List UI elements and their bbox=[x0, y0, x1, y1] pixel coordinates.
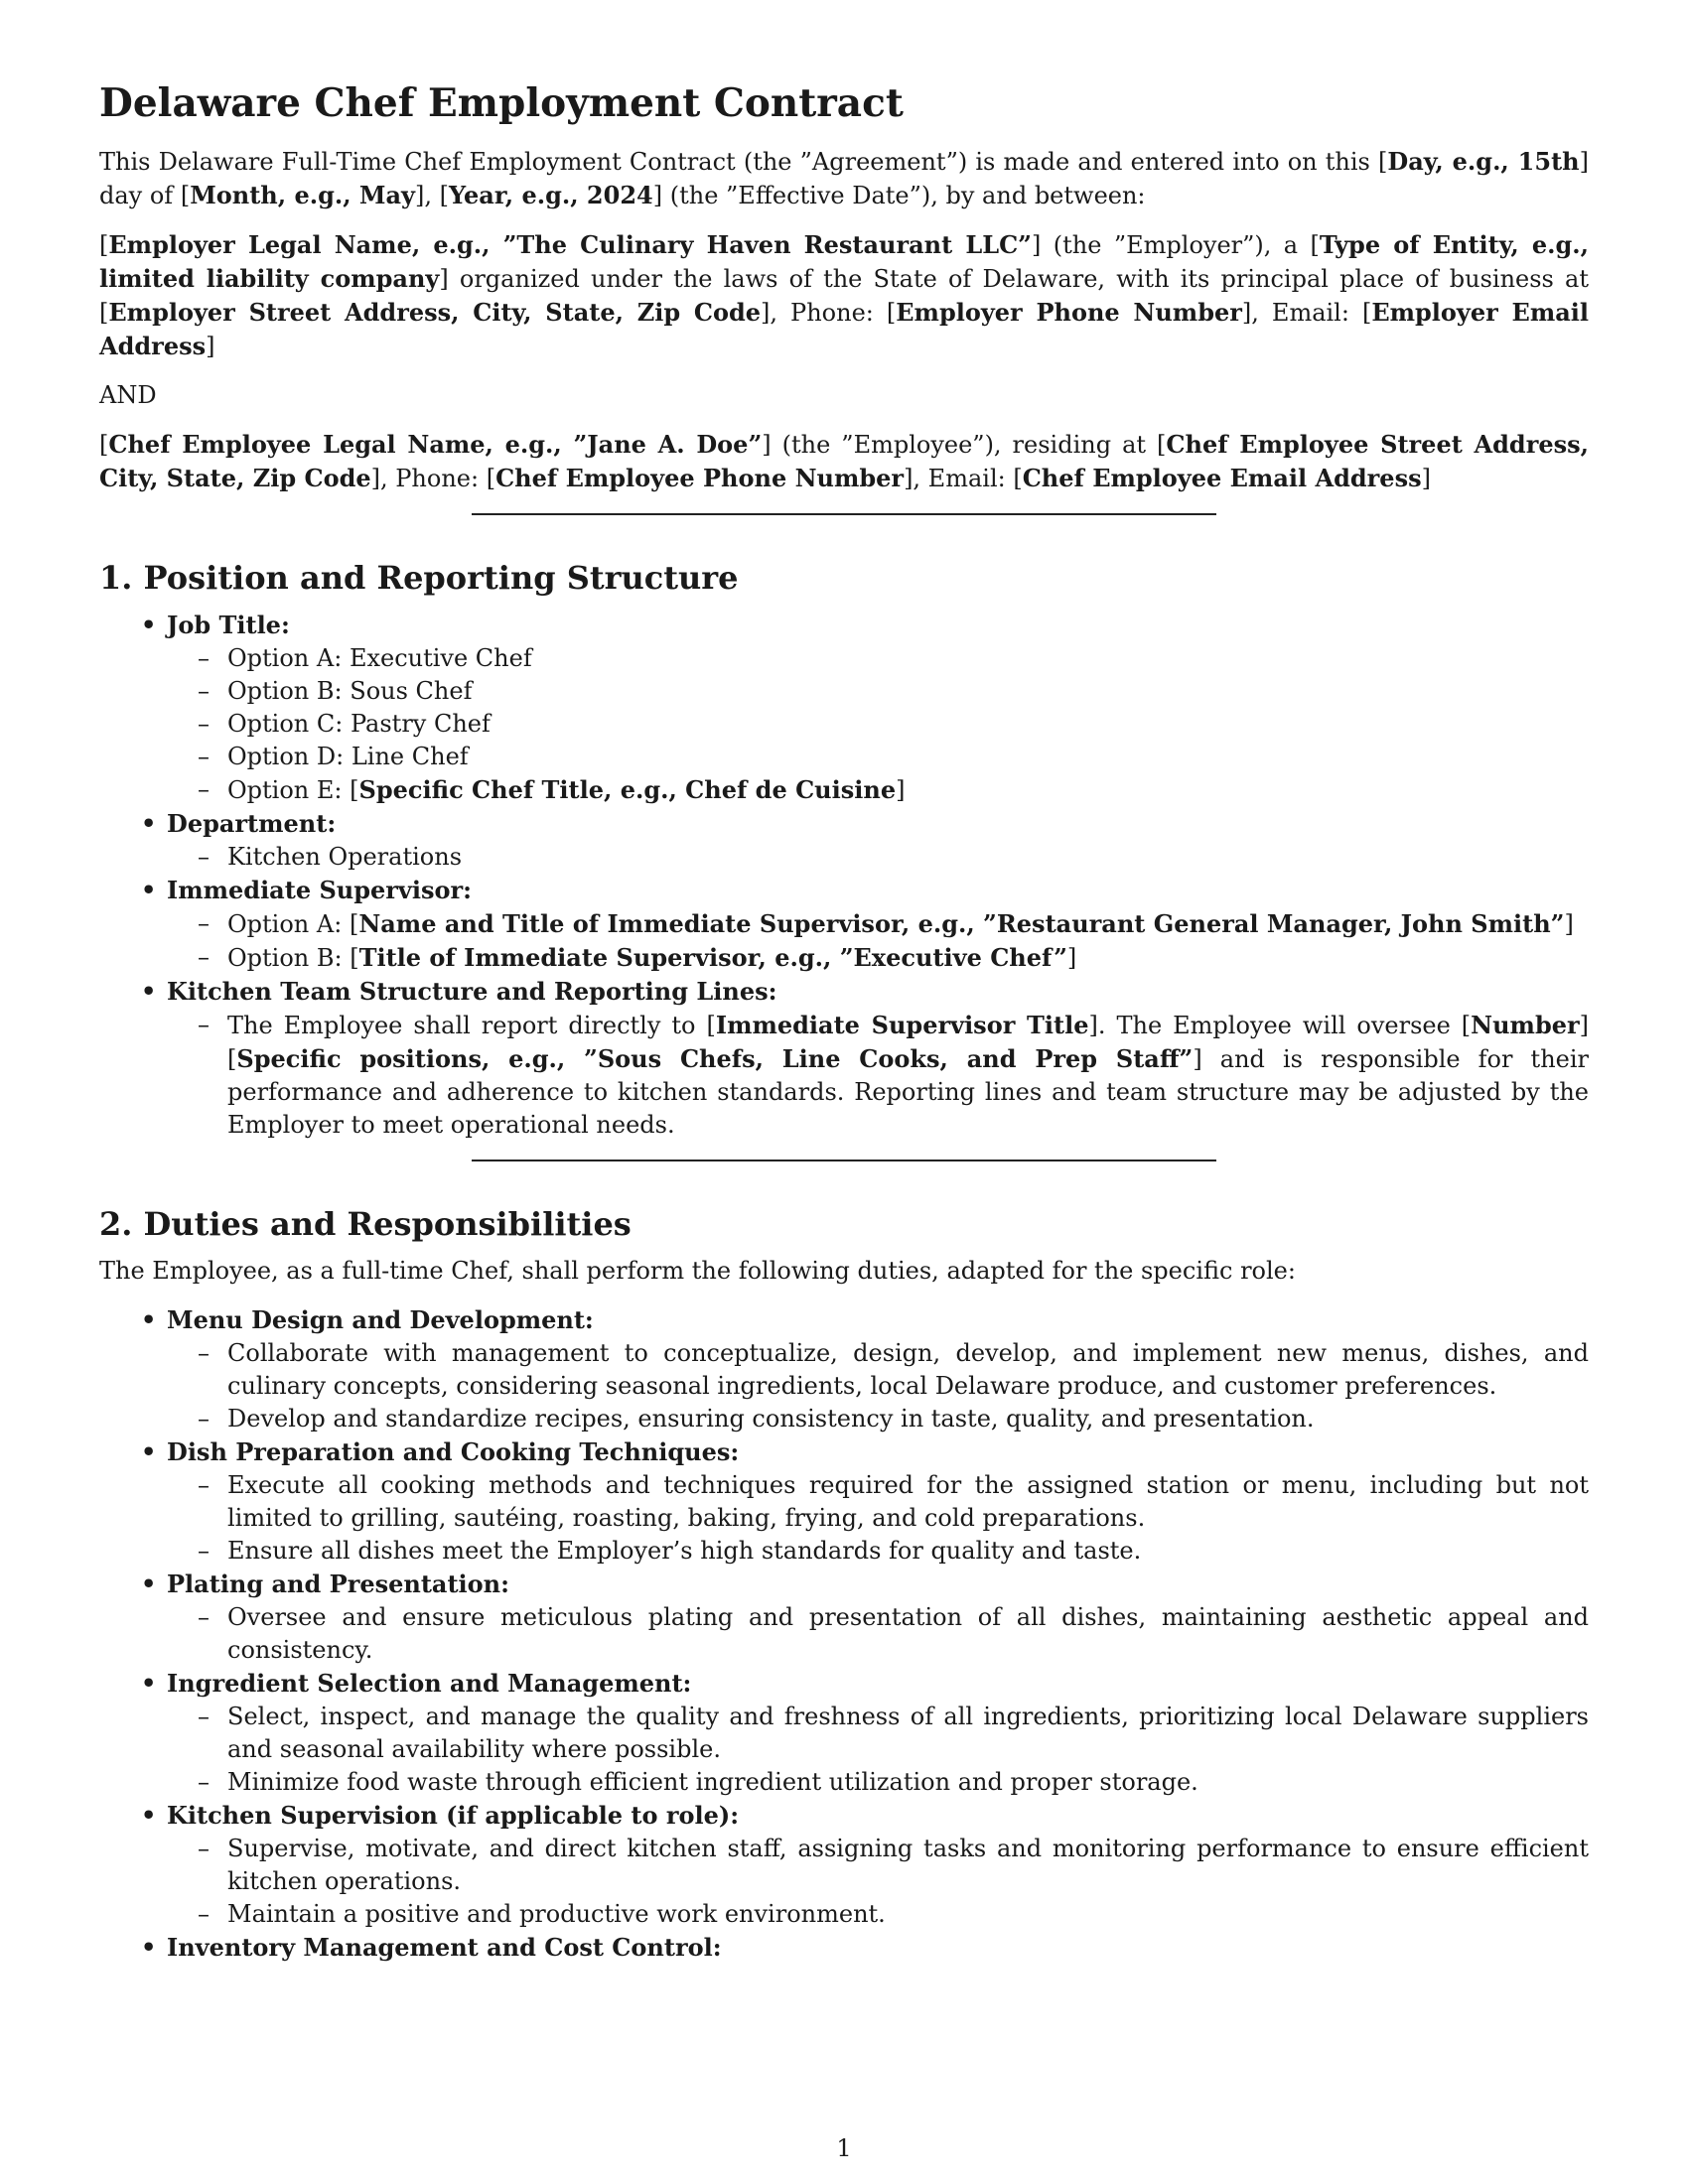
list-item: – Option D: Line Chef bbox=[227, 741, 1589, 773]
list-item: – Option A: Executive Chef bbox=[227, 642, 1589, 675]
list-item: – Option A: [Name and Title of Immediate Supervisor, e.g., ”Restaurant General Manager, John Smith”] bbox=[227, 907, 1589, 941]
list-item: – Execute all cooking methods and techniques required for the assigned station or menu, including but not limited to grilling, sautéing, roasting, baking, frying, and cold preparations. bbox=[227, 1469, 1589, 1535]
list-item: • Inventory Management and Cost Control: bbox=[167, 1931, 1589, 1965]
list-item: • Job Title: – Option A: Executive Chef – Option B: Sous Chef – Option C: Pastry Chef – Option D: Line Chef – Option E: [Specific Chef Title, e.g., Chef de Cuisine] bbox=[167, 609, 1589, 807]
list-item: – Option B: Sous Chef bbox=[227, 675, 1589, 708]
list-item: • Kitchen Team Structure and Reporting Lines: – The Employee shall report directly to [Immediate Supervisor Title]. The Employee will oversee [Number] [Specific positions, e.g., ”Sous Chefs, Line Cooks, and Prep Staff”] and is responsible for their performance and adherence to kitchen standards. Reporting lines and team structure may be adjusted by the Employer to meet operational needs. bbox=[167, 975, 1589, 1142]
list-item: • Ingredient Selection and Management: – Select, inspect, and manage the quality and freshness of all ingredients, prioritizing local Delaware suppliers and seasonal availability where possible. – Minimize food waste through efficient ingredient utilization and proper storage. bbox=[167, 1667, 1589, 1799]
list-item: – The Employee shall report directly to [Immediate Supervisor Title]. The Employee will oversee [Number] [Specific positions, e.g., ”Sous Chefs, Line Cooks, and Prep Staff”] and is responsible for their performance and adherence to kitchen standards. Reporting lines and team structure may be adjusted by the Employer to meet operational needs. bbox=[227, 1009, 1589, 1142]
list-item: • Department: – Kitchen Operations bbox=[167, 807, 1589, 874]
list-item: – Option C: Pastry Chef bbox=[227, 708, 1589, 741]
section-2-heading: 2. Duties and Responsibilities bbox=[99, 1205, 632, 1243]
list-item: – Option B: [Title of Immediate Supervisor, e.g., ”Executive Chef”] bbox=[227, 941, 1589, 975]
document-page bbox=[99, 79, 1589, 1965]
and-text: AND bbox=[99, 381, 157, 409]
list-item: • Immediate Supervisor: – Option A: [Name and Title of Immediate Supervisor, e.g., ”Restaurant General Manager, John Smith”] – Option B: [Title of Immediate Supervisor, e.g., ”Executive Chef”] bbox=[167, 874, 1589, 975]
section-2-list bbox=[99, 1303, 1589, 1965]
section-divider bbox=[472, 1160, 1216, 1161]
list-item: – Collaborate with management to conceptualize, design, develop, and implement new menus, dishes, and culinary concepts, considering seasonal ingredients, local Delaware produce, and customer preferences. bbox=[227, 1337, 1589, 1403]
list-item: • Dish Preparation and Cooking Techniques: – Execute all cooking methods and techniques required for the assigned station or menu, including but not limited to grilling, sautéing, roasting, baking, frying, and cold preparations. – Ensure all dishes meet the Employer’s high standards for quality and taste. bbox=[167, 1435, 1589, 1568]
section-1-heading: 1. Position and Reporting Structure bbox=[99, 559, 739, 597]
list-item: – Develop and standardize recipes, ensuring consistency in taste, quality, and presentation. bbox=[227, 1403, 1589, 1435]
list-item: • Plating and Presentation: – Oversee and ensure meticulous plating and presentation of all dishes, maintaining aesthetic appeal and consistency. bbox=[167, 1568, 1589, 1667]
list-item: – Oversee and ensure meticulous plating and presentation of all dishes, maintaining aesthetic appeal and consistency. bbox=[227, 1601, 1589, 1667]
section-1-list bbox=[99, 609, 1589, 1142]
list-item: – Supervise, motivate, and direct kitchen staff, assigning tasks and monitoring performance to ensure efficient kitchen operations. bbox=[227, 1833, 1589, 1898]
section-2-intro: The Employee, as a full-time Chef, shall perform the following duties, adapted for the specific role: bbox=[99, 1257, 1296, 1285]
page-number: 1 bbox=[836, 2134, 852, 2162]
list-item: – Maintain a positive and productive work environment. bbox=[227, 1898, 1589, 1931]
employee-paragraph: [Chef Employee Legal Name, e.g., ”Jane A. Doe”] (the ”Employee”), residing at [Chef Employee Street Address, City, State, Zip Code], Phone: [Chef Employee Phone Number], Email: [Chef Employee Email Address] bbox=[99, 430, 1590, 492]
list-item: – Option E: [Specific Chef Title, e.g., Chef de Cuisine] bbox=[227, 773, 1589, 807]
employer-paragraph: [Employer Legal Name, e.g., ”The Culinary Haven Restaurant LLC”] (the ”Employer”), a [Type of Entity, e.g., limited liability company] organized under the laws of the State of Delaware, with its principal place of business at [Employer Street Address, City, State, Zip Code], Phone: [Employer Phone Number], Email: [Employer Email Address] bbox=[99, 230, 1589, 360]
list-item: • Menu Design and Development: – Collaborate with management to conceptualize, design, develop, and implement new menus, dishes, and culinary concepts, considering seasonal ingredients, local Delaware produce, and customer preferences. – Develop and standardize recipes, ensuring consistency in taste, quality, and presentation. bbox=[167, 1303, 1589, 1435]
list-item: – Kitchen Operations bbox=[227, 841, 1589, 874]
document-title: Delaware Chef Employment Contract bbox=[99, 80, 904, 126]
list-item: – Ensure all dishes meet the Employer’s high standards for quality and taste. bbox=[227, 1535, 1589, 1568]
list-item: • Kitchen Supervision (if applicable to role): – Supervise, motivate, and direct kitchen staff, assigning tasks and monitoring performance to ensure efficient kitchen operations. – Maintain a positive and productive work environment. bbox=[167, 1799, 1589, 1931]
list-item: – Minimize food waste through efficient ingredient utilization and proper storage. bbox=[227, 1766, 1589, 1799]
list-item: – Select, inspect, and manage the quality and freshness of all ingredients, prioritizing local Delaware suppliers and seasonal availability where possible. bbox=[227, 1701, 1589, 1766]
intro-paragraph: This Delaware Full-Time Chef Employment Contract (the ”Agreement”) is made and entered into on this [Day, e.g., 15th] day of [Month, e.g., May], [Year, e.g., 2024] (the ”Effective Date”), by and between: bbox=[99, 147, 1589, 209]
section-divider bbox=[472, 513, 1216, 515]
